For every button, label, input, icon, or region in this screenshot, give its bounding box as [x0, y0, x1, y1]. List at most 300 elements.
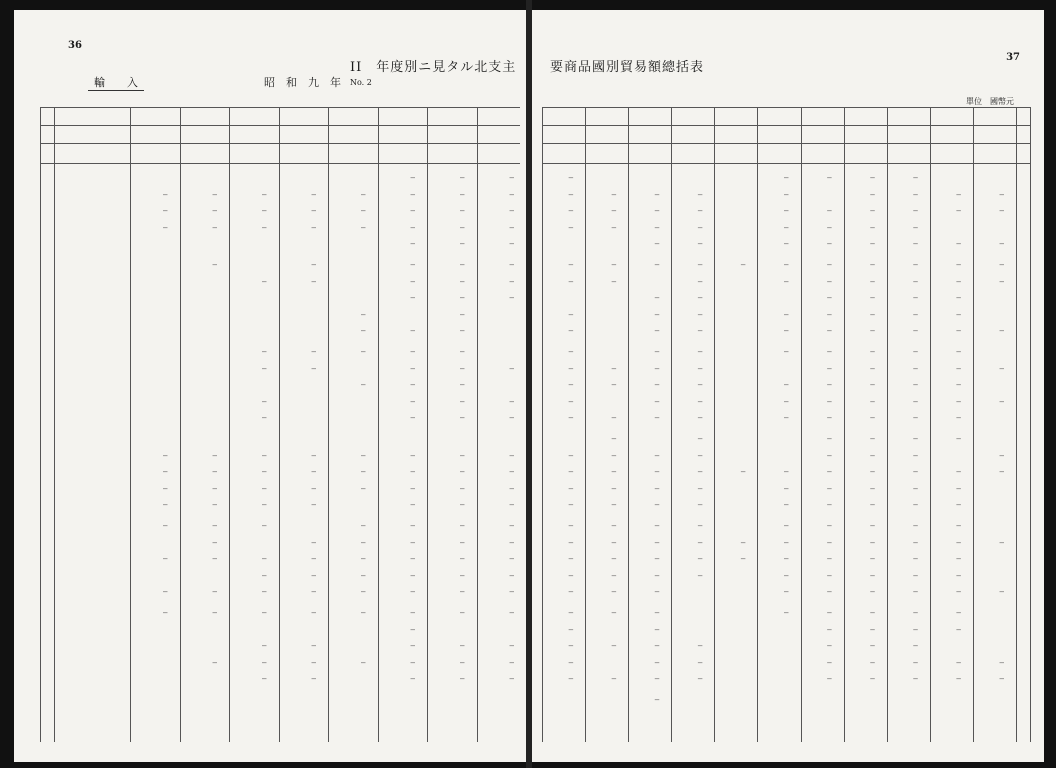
table-cell-empty: — [568, 587, 574, 597]
table-cell-empty: — [913, 206, 918, 216]
table-cell-empty: — [459, 554, 465, 564]
table-cell-empty: — [261, 674, 267, 684]
table-cell-empty: — [212, 521, 217, 530]
table-cell-empty: — [162, 608, 168, 617]
table-cell-empty: — [870, 222, 875, 232]
table-cell-empty: — [870, 380, 875, 390]
table-cell-empty: — [568, 467, 574, 477]
table-cell-empty: — [784, 587, 789, 597]
table-cell-empty: — [509, 521, 514, 530]
table-cell-empty: — [956, 189, 961, 199]
era-label: 昭 和 九 年 [264, 76, 341, 89]
table-cell-empty: — [509, 554, 514, 564]
table-cell-empty: — [784, 239, 789, 249]
table-cell-empty: — [654, 396, 660, 406]
table-cell-empty: — [360, 347, 366, 356]
table-cell-empty: — [956, 380, 961, 390]
table-cell-empty: — [261, 450, 267, 460]
table-cell-empty: — [654, 587, 660, 597]
table-cell-empty: — [784, 608, 789, 617]
table-cell-empty: — [784, 326, 789, 336]
table-cell-empty: — [459, 450, 465, 460]
table-cell-empty: — [261, 587, 267, 597]
table-cell-empty: — [212, 554, 217, 564]
table-cell-empty: — [261, 347, 267, 356]
table-cell-empty: — [162, 521, 168, 530]
table-cell-empty: — [509, 467, 514, 477]
table-cell-empty: — [410, 413, 415, 423]
table-cell-empty: — [697, 450, 703, 460]
table-cell-empty: — [459, 206, 465, 216]
table-cell-empty: — [740, 467, 746, 477]
table-cell-empty: — [459, 674, 465, 684]
table-cell-empty: — [509, 500, 514, 510]
table-cell-empty: — [261, 483, 267, 493]
table-cell-empty: — [784, 500, 789, 510]
table-cell-empty: — [311, 467, 316, 477]
table-cell-empty: — [311, 554, 316, 564]
table-cell-empty: — [311, 641, 316, 651]
table-cell-empty: — [611, 587, 617, 597]
table-cell-empty: — [509, 206, 514, 216]
table-cell-empty: — [870, 347, 875, 356]
table-cell-empty: — [913, 380, 918, 390]
table-cell-empty: — [913, 189, 918, 199]
table-cell-empty: — [459, 326, 465, 336]
total-rule [40, 163, 520, 164]
table-cell-empty: — [311, 657, 316, 667]
table-cell-empty: — [784, 570, 789, 580]
table-cell-empty: — [697, 309, 703, 319]
table-cell-empty: — [509, 222, 514, 232]
table-cell-empty: — [827, 309, 832, 319]
table-cell-empty: — [261, 396, 267, 406]
table-cell-empty: — [999, 206, 1004, 216]
table-cell-empty: — [459, 347, 465, 356]
table-cell-empty: — [870, 587, 875, 597]
table-cell-empty: — [956, 467, 961, 477]
table-cell-empty: — [956, 239, 961, 249]
table-cell-empty: — [611, 674, 617, 684]
table-cell-empty: — [654, 293, 660, 303]
table-cell-empty: — [654, 189, 660, 199]
header-rule [542, 143, 1030, 144]
table-cell-empty: — [784, 222, 789, 232]
table-cell-empty: — [261, 222, 267, 232]
table-cell-empty: — [611, 641, 617, 651]
table-cell-empty: — [654, 222, 660, 232]
table-cell-empty: — [913, 483, 918, 493]
unit-label: 單位 國幣元 [966, 97, 1014, 106]
table-cell-empty: — [956, 326, 961, 336]
table-cell-empty: — [611, 206, 617, 216]
table-cell-empty: — [568, 413, 574, 423]
table-cell-empty: — [410, 206, 415, 216]
table-cell-empty: — [360, 326, 366, 336]
table-cell-empty: — [459, 413, 465, 423]
table-cell-empty: — [261, 206, 267, 216]
table-cell-empty: — [999, 239, 1004, 249]
table-cell-empty: — [870, 326, 875, 336]
column-rule [130, 107, 131, 742]
table-cell-empty: — [261, 413, 267, 423]
table-cell-empty: — [956, 500, 961, 510]
table-cell-empty: — [784, 521, 789, 530]
table-cell-empty: — [827, 554, 832, 564]
table-cell-empty: — [956, 363, 961, 373]
table-cell-empty: — [827, 467, 832, 477]
table-cell-empty: — [611, 467, 617, 477]
column-rule [54, 107, 55, 742]
table-cell-empty: — [568, 189, 574, 199]
table-cell-empty: — [784, 189, 789, 199]
table-cell-empty: — [360, 189, 366, 199]
table-cell-empty: — [212, 189, 217, 199]
table-cell-empty: — [870, 309, 875, 319]
table-cell-empty: — [459, 521, 465, 530]
table-cell-empty: — [827, 260, 832, 269]
table-cell-empty: — [827, 363, 832, 373]
table-cell-empty: — [913, 657, 918, 667]
table-cell-empty: — [360, 222, 366, 232]
table-cell-empty: — [568, 483, 574, 493]
table-cell-empty: — [509, 260, 514, 269]
table-cell-empty: — [827, 222, 832, 232]
header-rule [542, 125, 1030, 126]
table-cell-empty: — [568, 396, 574, 406]
table-cell-empty: — [913, 326, 918, 336]
table-cell-empty: — [654, 641, 660, 651]
table-cell-empty: — [568, 309, 574, 319]
table-cell-empty: — [784, 309, 789, 319]
table-cell-empty: — [311, 363, 316, 373]
table-cell-empty: — [410, 363, 415, 373]
table-cell-empty: — [956, 674, 961, 684]
column-rule [973, 107, 974, 742]
table-cell-empty: — [784, 483, 789, 493]
table-cell-empty: — [784, 396, 789, 406]
table-cell-empty: — [611, 521, 617, 530]
table-cell-empty: — [654, 624, 660, 634]
table-cell-empty: — [509, 239, 514, 249]
table-cell-empty: — [654, 483, 660, 493]
table-cell-empty: — [162, 222, 168, 232]
table-cell-empty: — [410, 260, 415, 269]
table-cell-empty: — [999, 467, 1004, 477]
table-cell-empty: — [956, 309, 961, 319]
table-cell-empty: — [827, 380, 832, 390]
table-cell-empty: — [654, 363, 660, 373]
table-cell-empty: — [913, 537, 918, 547]
table-cell-empty: — [913, 222, 918, 232]
table-cell-empty: — [212, 608, 217, 617]
table-cell-empty: — [870, 537, 875, 547]
table-cell-empty: — [654, 347, 660, 356]
table-cell-empty: — [827, 434, 832, 443]
table-cell-empty: — [913, 347, 918, 356]
table-cell-empty: — [611, 483, 617, 493]
table-cell-empty: — [654, 674, 660, 684]
table-cell-empty: — [568, 608, 574, 617]
table-cell-empty: — [956, 657, 961, 667]
table-cell-empty: — [999, 276, 1004, 286]
column-rule [1030, 107, 1031, 742]
table-cell-empty: — [568, 206, 574, 216]
table-cell-empty: — [568, 450, 574, 460]
table-cell-empty: — [261, 608, 267, 617]
table-cell-empty: — [913, 624, 918, 634]
table-cell-empty: — [212, 587, 217, 597]
table-cell-empty: — [697, 363, 703, 373]
table-cell-empty: — [697, 347, 703, 356]
table-cell-empty: — [697, 239, 703, 249]
table-cell-empty: — [870, 293, 875, 303]
table-cell-empty: — [360, 483, 366, 493]
table-cell-empty: — [568, 276, 574, 286]
table-cell-empty: — [913, 396, 918, 406]
table-cell-empty: — [162, 483, 168, 493]
table-cell-empty: — [654, 413, 660, 423]
table-cell-empty: — [509, 396, 514, 406]
table-cell-empty: — [509, 641, 514, 651]
table-cell-empty: — [212, 483, 217, 493]
table-cell-empty: — [261, 467, 267, 477]
table-cell-empty: — [311, 537, 316, 547]
table-cell-empty: — [459, 380, 465, 390]
table-cell-empty: — [870, 641, 875, 651]
table-cell-empty: — [870, 396, 875, 406]
table-cell-empty: — [999, 260, 1004, 269]
table-cell-empty: — [870, 467, 875, 477]
table-cell-empty: — [827, 413, 832, 423]
table-cell-empty: — [311, 674, 316, 684]
table-cell-empty: — [697, 276, 703, 286]
table-cell-empty: — [611, 537, 617, 547]
table-cell-empty: — [654, 467, 660, 477]
table-cell-empty: — [611, 260, 617, 269]
table-cell-empty: — [410, 674, 415, 684]
table-cell-empty: — [509, 413, 514, 423]
table-cell-empty: — [311, 483, 316, 493]
table-cell-empty: — [697, 413, 703, 423]
table-cell-empty: — [827, 674, 832, 684]
table-cell-empty: — [913, 587, 918, 597]
table-cell-empty: — [459, 608, 465, 617]
table-cell-empty: — [611, 554, 617, 564]
table-cell-empty: — [311, 450, 316, 460]
table-cell-empty: — [697, 434, 703, 443]
table-cell-empty: — [999, 363, 1004, 373]
table-cell-empty: — [740, 554, 746, 564]
table-cell-empty: — [261, 570, 267, 580]
table-cell-empty: — [697, 467, 703, 477]
table-cell-empty: — [360, 570, 366, 580]
table-cell-empty: — [697, 674, 703, 684]
table-cell-empty: — [870, 657, 875, 667]
table-cell-empty: — [410, 657, 415, 667]
table-cell-empty: — [410, 326, 415, 336]
table-cell-empty: — [410, 587, 415, 597]
table-cell-empty: — [913, 641, 918, 651]
table-cell-empty: — [261, 641, 267, 651]
table-cell-empty: — [568, 537, 574, 547]
table-cell-empty: — [870, 570, 875, 580]
table-cell-empty: — [611, 500, 617, 510]
table-cell-empty: — [654, 537, 660, 547]
table-cell-empty: — [870, 413, 875, 423]
table-cell-empty: — [654, 309, 660, 319]
table-cell-empty: — [870, 674, 875, 684]
table-cell-empty: — [568, 363, 574, 373]
table-cell-empty: — [784, 347, 789, 356]
table-cell-empty: — [827, 293, 832, 303]
table-cell-empty: — [212, 206, 217, 216]
table-cell-empty: — [459, 239, 465, 249]
table-cell-empty: — [697, 500, 703, 510]
import-label: 輸 入 [88, 74, 144, 91]
table-cell-empty: — [784, 554, 789, 564]
table-cell-empty: — [568, 347, 574, 356]
table-cell-empty: — [913, 554, 918, 564]
table-cell-empty: — [611, 434, 617, 443]
table-cell-empty: — [212, 467, 217, 477]
table-cell-empty: — [784, 260, 789, 269]
table-cell-empty: — [410, 483, 415, 493]
table-cell-empty: — [697, 222, 703, 232]
table-cell-empty: — [870, 521, 875, 530]
table-cell-empty: — [956, 521, 961, 530]
table-cell-empty: — [212, 450, 217, 460]
column-rule [1016, 107, 1017, 742]
table-cell-empty: — [913, 173, 918, 182]
table-cell-empty: — [410, 521, 415, 530]
table-cell-empty: — [784, 537, 789, 547]
table-cell-empty: — [870, 260, 875, 269]
table-cell-empty: — [459, 309, 465, 319]
table-cell-empty: — [261, 363, 267, 373]
table-cell-empty: — [568, 554, 574, 564]
table-cell-empty: — [410, 380, 415, 390]
table-cell-empty: — [870, 500, 875, 510]
table-cell-empty: — [410, 222, 415, 232]
table-cell-empty: — [913, 276, 918, 286]
table-cell-empty: — [913, 293, 918, 303]
table-cell-empty: — [360, 309, 366, 319]
header-rule [40, 143, 520, 144]
table-cell-empty: — [999, 326, 1004, 336]
table-cell-empty: — [410, 641, 415, 651]
table-cell-empty: — [611, 450, 617, 460]
table-cell-empty: — [568, 674, 574, 684]
table-cell-empty: — [459, 396, 465, 406]
table-cell-empty: — [162, 500, 168, 510]
total-rule [542, 163, 1030, 164]
table-cell-empty: — [261, 189, 267, 199]
table-number: No. 2 [350, 78, 372, 87]
table-cell-empty: — [827, 450, 832, 460]
trade-table-left [40, 107, 520, 742]
column-rule [930, 107, 931, 742]
table-cell-empty: — [913, 674, 918, 684]
table-cell-empty: — [697, 537, 703, 547]
table-cell-empty: — [311, 608, 316, 617]
table-cell-empty: — [410, 239, 415, 249]
table-cell-empty: — [999, 189, 1004, 199]
table-cell-empty: — [509, 657, 514, 667]
table-cell-empty: — [827, 396, 832, 406]
table-cell-empty: — [654, 326, 660, 336]
table-cell-empty: — [870, 206, 875, 216]
header-rule [40, 107, 520, 108]
table-cell-empty: — [956, 483, 961, 493]
table-cell-empty: — [410, 189, 415, 199]
table-cell-empty: — [913, 434, 918, 443]
table-cell-empty: — [913, 608, 918, 617]
table-cell-empty: — [654, 260, 660, 269]
table-cell-empty: — [956, 434, 961, 443]
table-cell-empty: — [913, 309, 918, 319]
table-cell-empty: — [956, 260, 961, 269]
table-cell-empty: — [568, 260, 574, 269]
table-cell-empty: — [827, 641, 832, 651]
table-cell-empty: — [311, 347, 316, 356]
table-cell-empty: — [611, 222, 617, 232]
table-cell-empty: — [697, 189, 703, 199]
table-cell-empty: — [509, 483, 514, 493]
table-cell-empty: — [212, 500, 217, 510]
table-cell-empty: — [870, 483, 875, 493]
table-cell-empty: — [360, 450, 366, 460]
table-cell-empty: — [568, 326, 574, 336]
table-cell-empty: — [410, 347, 415, 356]
table-cell-empty: — [827, 206, 832, 216]
table-cell-empty: — [360, 587, 366, 597]
table-cell-empty: — [459, 222, 465, 232]
table-cell-empty: — [261, 657, 267, 667]
page-number-right: 37 [1006, 52, 1020, 63]
table-cell-empty: — [360, 380, 366, 390]
table-cell-empty: — [870, 608, 875, 617]
table-cell-empty: — [654, 500, 660, 510]
table-cell-empty: — [611, 276, 617, 286]
table-cell-empty: — [459, 189, 465, 199]
table-cell-empty: — [697, 554, 703, 564]
table-cell-empty: — [459, 260, 465, 269]
table-cell-empty: — [654, 206, 660, 216]
table-cell-empty: — [162, 189, 168, 199]
table-cell-empty: — [827, 276, 832, 286]
table-cell-empty: — [568, 624, 574, 634]
header-rule [542, 107, 1030, 108]
table-cell-empty: — [212, 260, 217, 269]
table-cell-empty: — [459, 570, 465, 580]
table-cell-empty: — [827, 587, 832, 597]
table-cell-empty: — [913, 521, 918, 530]
table-cell-empty: — [827, 608, 832, 617]
table-cell-empty: — [311, 222, 316, 232]
table-cell-empty: — [784, 467, 789, 477]
table-cell-empty: — [360, 537, 366, 547]
table-cell-empty: — [870, 189, 875, 199]
table-cell-empty: — [410, 467, 415, 477]
table-cell-empty: — [410, 500, 415, 510]
table-cell-empty: — [459, 657, 465, 667]
table-cell-empty: — [784, 173, 789, 182]
table-cell-empty: — [311, 500, 316, 510]
table-cell-empty: — [611, 380, 617, 390]
table-cell-empty: — [697, 570, 703, 580]
table-cell-empty: — [654, 608, 660, 617]
